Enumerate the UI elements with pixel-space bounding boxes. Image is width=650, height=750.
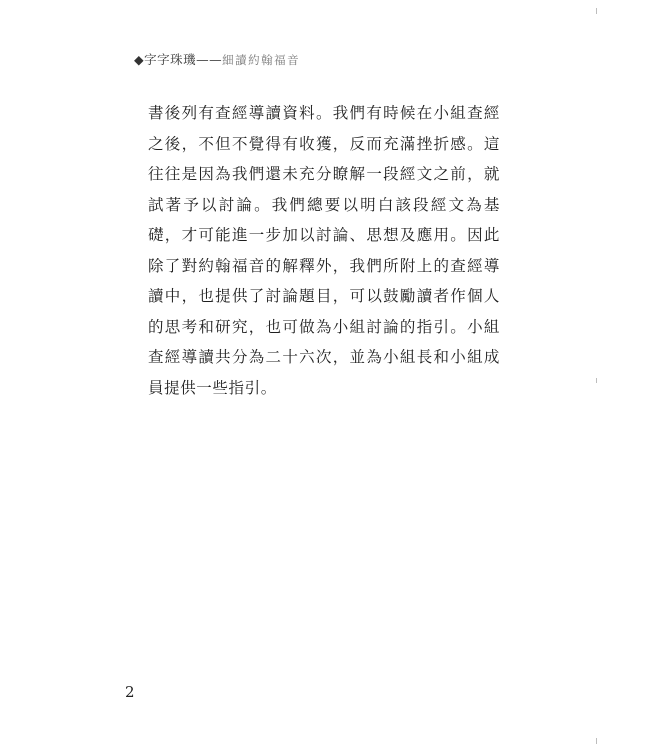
crop-mark-bottom [596, 738, 597, 744]
book-subtitle: 細讀約翰福音 [222, 53, 301, 67]
paragraph: 書後列有查經導讀資料。我們有時候在小組查經之後，不但不覺得有收獲，反而充滿挫折感。這往往是因為我們還未充分瞭解一段經文之前，就試著予以討論。我們總要以明白該段經文為基礎，才可能進一步加以討論、思想及應用。因此除了對約翰福音的解釋外，我們所附上的查經導讀中，也提供了討論題目，可以鼓勵讀者作個人的思考和研究，也可做為小組討論的指引。小組查經導讀共分為二十六次，並為小組長和小組成員提供一些指引。 [148, 104, 500, 397]
body-text [148, 98, 500, 403]
page-number: 2 [125, 683, 135, 701]
running-header [134, 50, 300, 68]
header-separator: —— [196, 52, 223, 67]
crop-mark-middle [596, 378, 597, 383]
crop-mark-top [596, 8, 597, 14]
book-title: ◆字字珠璣 [134, 52, 197, 67]
